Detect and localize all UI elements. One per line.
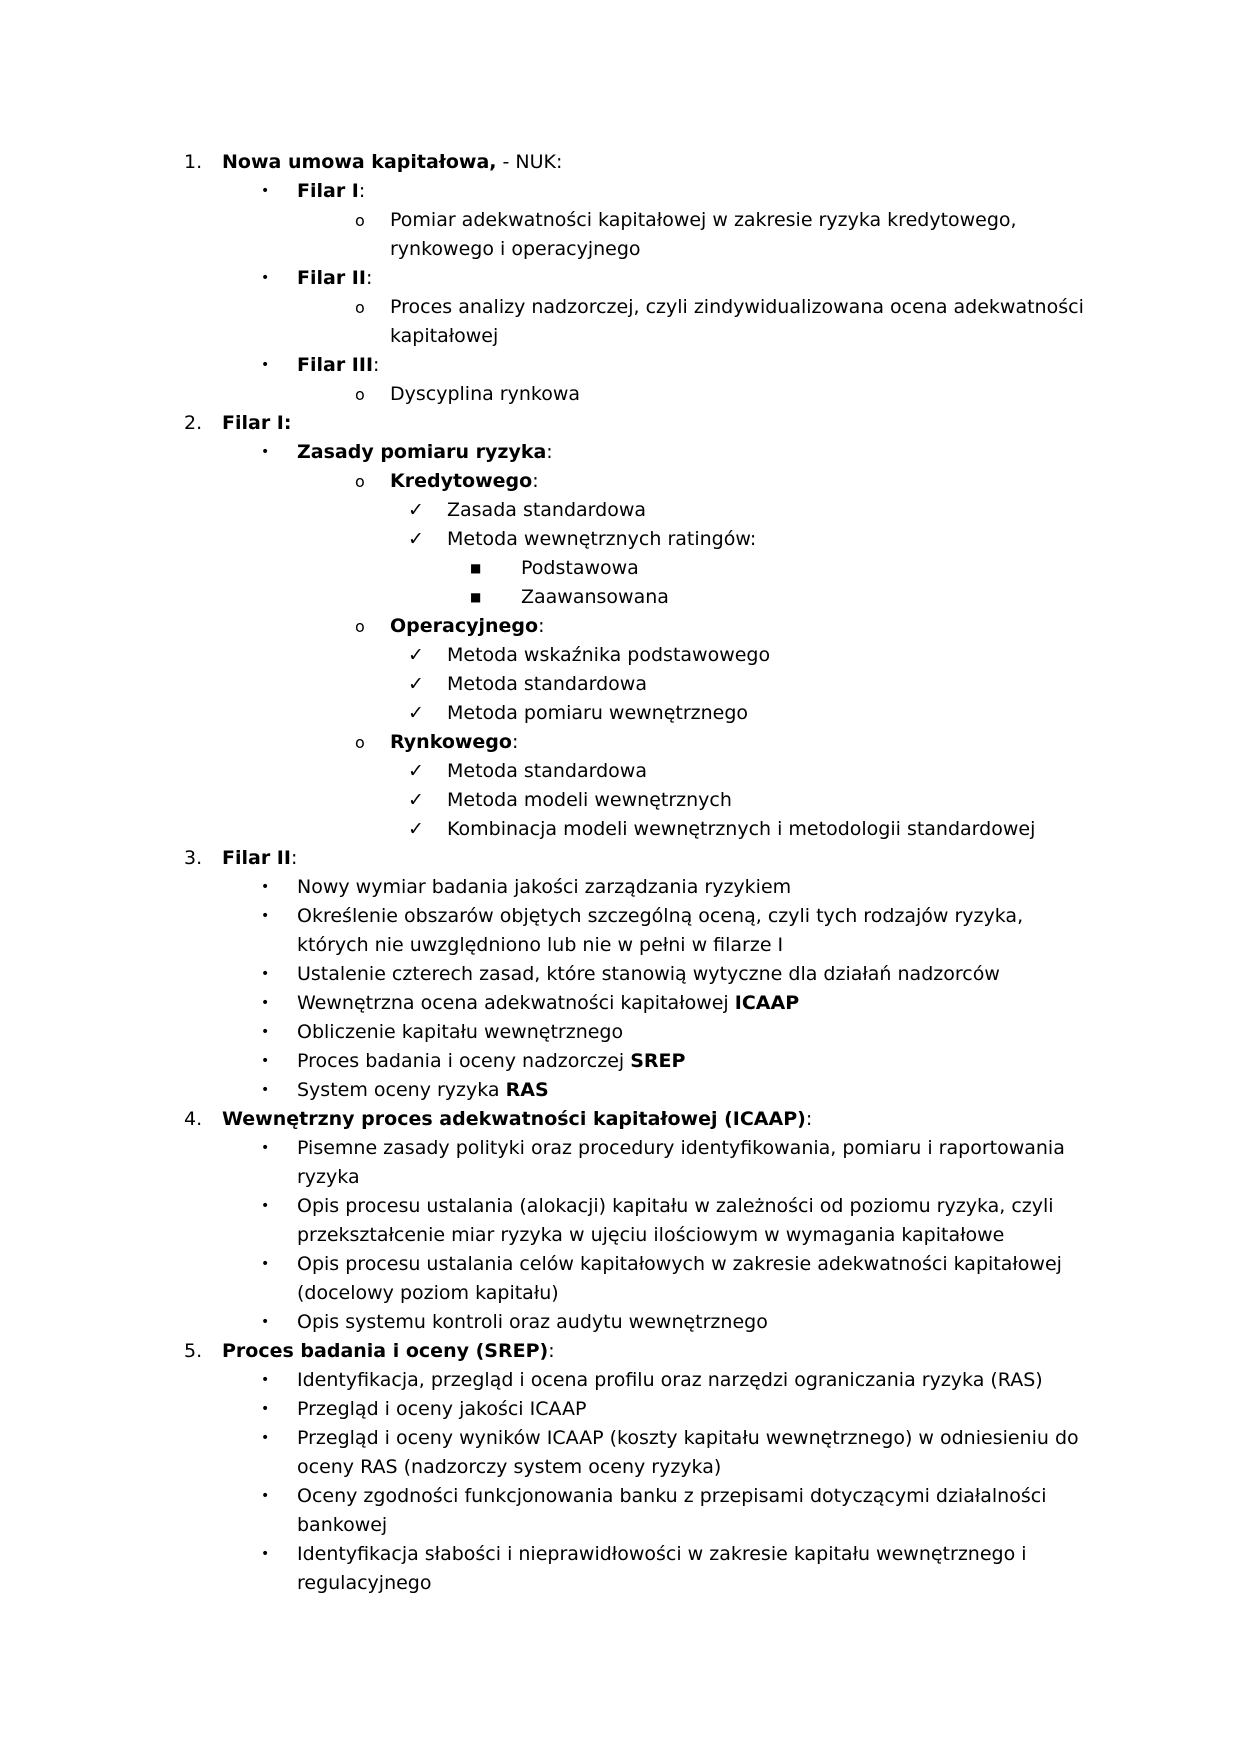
outline-line [0, 815, 1240, 844]
outline-line [0, 264, 1240, 293]
list-number: 5. [184, 1340, 203, 1362]
bold-run: Proces badania i oceny (SREP) [222, 1340, 549, 1362]
circle-bullet-icon: o [355, 472, 365, 491]
outline-line [0, 554, 1240, 583]
disc-bullet-icon: • [261, 1053, 270, 1069]
text-run: : [365, 267, 373, 289]
outline-line [0, 438, 1240, 467]
outline-line [0, 1221, 1240, 1250]
line-text [297, 989, 799, 1018]
text-run: - NUK: [496, 151, 563, 173]
text-run: : [290, 847, 298, 869]
text-run: Metoda standardowa [447, 760, 647, 782]
text-run: Zasada standardowa [447, 499, 647, 521]
outline-line [0, 1192, 1240, 1221]
text-run: przekształcenie miar ryzyka w ujęciu ilościowym w wymagania kapitałowe [297, 1224, 1005, 1246]
line-text [447, 757, 647, 786]
outline-line [0, 467, 1240, 496]
outline-line [0, 1569, 1240, 1598]
outline-line [0, 1453, 1240, 1482]
bold-run: ICAAP [734, 992, 800, 1014]
line-text [390, 293, 1084, 322]
outline-line [0, 1540, 1240, 1569]
line-text [222, 1337, 555, 1366]
line-text [297, 1482, 1046, 1511]
line-text [447, 815, 1035, 844]
outline-line [0, 293, 1240, 322]
outline-line [0, 1018, 1240, 1047]
text-run: Nowy wymiar badania jakości zarządzania ryzykiem [297, 876, 792, 898]
bold-run: SREP [630, 1050, 686, 1072]
line-text [297, 1047, 685, 1076]
text-run: : [805, 1108, 813, 1130]
circle-bullet-icon: o [355, 211, 365, 230]
line-text [297, 960, 1000, 989]
line-text [297, 351, 379, 380]
circle-bullet-icon: o [355, 617, 365, 636]
outline-line [0, 786, 1240, 815]
disc-bullet-icon: • [261, 1024, 270, 1040]
circle-bullet-icon: o [355, 298, 365, 317]
line-text [297, 1192, 1054, 1221]
outline-line [0, 612, 1240, 641]
outline-line [0, 1134, 1240, 1163]
line-text [390, 206, 1017, 235]
outline-line [0, 1279, 1240, 1308]
text-run: Opis procesu ustalania celów kapitałowych w zakresie adekwatności kapitałowej [297, 1253, 1062, 1275]
disc-bullet-icon: • [261, 1430, 270, 1446]
line-text [297, 1308, 768, 1337]
outline-line [0, 1105, 1240, 1134]
disc-bullet-icon: • [261, 1256, 270, 1272]
bold-run: Kredytowego [390, 470, 533, 492]
text-run: oceny RAS (nadzorczy system oceny ryzyka) [297, 1456, 722, 1478]
disc-bullet-icon: • [261, 1401, 270, 1417]
line-text [297, 1453, 721, 1482]
text-run: Określenie obszarów objętych szczególną oceną, czyli tych rodzajów ryzyka, [297, 905, 1024, 927]
bold-run: RAS [505, 1079, 549, 1101]
bold-run: Zasady pomiaru ryzyka [297, 441, 547, 463]
disc-bullet-icon: • [261, 1198, 270, 1214]
line-text [521, 554, 639, 583]
bold-run: Nowa umowa kapitałowa, [222, 151, 497, 173]
line-text [222, 148, 562, 177]
circle-bullet-icon: o [355, 733, 365, 752]
list-number: 3. [184, 847, 203, 869]
text-run: Przegląd i oceny jakości ICAAP [297, 1398, 587, 1420]
list-number: 1. [184, 151, 203, 173]
outline-line [0, 148, 1240, 177]
check-mark-icon: ✓ [408, 673, 424, 695]
disc-bullet-icon: • [261, 357, 270, 373]
outline-line [0, 641, 1240, 670]
outline-line [0, 409, 1240, 438]
text-run: Zaawansowana [521, 586, 669, 608]
outline-line [0, 989, 1240, 1018]
outline-line [0, 931, 1240, 960]
bold-run: Operacyjnego [390, 615, 539, 637]
text-run: Dyscyplina rynkowa [390, 383, 581, 405]
square-bullet-icon: ■ [470, 561, 482, 575]
text-run: Metoda modeli wewnętrznych [447, 789, 732, 811]
list-number: 4. [184, 1108, 203, 1130]
line-text [390, 380, 580, 409]
line-text [447, 525, 756, 554]
line-text [297, 1250, 1062, 1279]
text-run: Obliczenie kapitału wewnętrznego [297, 1021, 624, 1043]
outline-line [0, 699, 1240, 728]
check-mark-icon: ✓ [408, 760, 424, 782]
outline-line [0, 757, 1240, 786]
check-mark-icon: ✓ [408, 702, 424, 724]
outline-line [0, 670, 1240, 699]
line-text [222, 844, 297, 873]
line-text [222, 1105, 812, 1134]
document-outline [0, 148, 1240, 1598]
outline-line [0, 1076, 1240, 1105]
outline-line [0, 1511, 1240, 1540]
bold-run: Wewnętrzny proces adekwatności kapitałowej (ICAAP) [222, 1108, 806, 1130]
outline-line [0, 525, 1240, 554]
line-text [447, 641, 770, 670]
text-run: Proces analizy nadzorczej, czyli zindywidualizowana ocena adekwatności [390, 296, 1084, 318]
bold-run: Filar II [297, 267, 366, 289]
outline-line [0, 844, 1240, 873]
line-text [447, 670, 647, 699]
disc-bullet-icon: • [261, 908, 270, 924]
text-run: (docelowy poziom kapitału) [297, 1282, 559, 1304]
line-text [297, 177, 365, 206]
outline-line [0, 1337, 1240, 1366]
line-text [390, 235, 641, 264]
outline-line [0, 1163, 1240, 1192]
text-run: Ustalenie czterech zasad, które stanowią wytyczne dla działań nadzorców [297, 963, 1000, 985]
square-bullet-icon: ■ [470, 590, 482, 604]
outline-line [0, 1250, 1240, 1279]
text-run: : [532, 470, 539, 492]
text-run: Przegląd i oceny wyników ICAAP (koszty kapitału wewnętrznego) w odniesieniu do [297, 1427, 1079, 1449]
text-run: których nie uwzględniono lub nie w pełni w filarze I [297, 934, 784, 956]
disc-bullet-icon: • [261, 1488, 270, 1504]
bold-run: Filar I [297, 180, 359, 202]
line-text [390, 467, 539, 496]
outline-line [0, 206, 1240, 235]
outline-line [0, 960, 1240, 989]
line-text [447, 786, 732, 815]
text-run: Metoda standardowa [447, 673, 647, 695]
line-text [297, 873, 791, 902]
outline-line [0, 322, 1240, 351]
disc-bullet-icon: • [261, 270, 270, 286]
check-mark-icon: ✓ [408, 528, 424, 550]
line-text [390, 322, 498, 351]
line-text [297, 1540, 1027, 1569]
text-run: ryzyka [297, 1166, 360, 1188]
check-mark-icon: ✓ [408, 789, 424, 811]
text-run: Proces badania i oceny nadzorczej [297, 1050, 631, 1072]
text-run: Kombinacja modeli wewnętrznych i metodologii standardowej [447, 818, 1036, 840]
line-text [297, 1366, 1043, 1395]
bold-run: Filar II [222, 847, 291, 869]
circle-bullet-icon: o [355, 385, 365, 404]
outline-line [0, 873, 1240, 902]
line-text [447, 699, 748, 728]
bold-run: Filar III [297, 354, 374, 376]
list-number: 2. [184, 412, 203, 434]
text-run: rynkowego i operacyjnego [390, 238, 641, 260]
outline-line [0, 1047, 1240, 1076]
line-text [521, 583, 669, 612]
text-run: Opis procesu ustalania (alokacji) kapitału w zależności od poziomu ryzyka, czyli [297, 1195, 1054, 1217]
line-text [297, 1163, 360, 1192]
text-run: System oceny ryzyka [297, 1079, 506, 1101]
disc-bullet-icon: • [261, 966, 270, 982]
text-run: Pisemne zasady polityki oraz procedury identyfikowania, pomiaru i raportowania [297, 1137, 1065, 1159]
outline-line [0, 1424, 1240, 1453]
disc-bullet-icon: • [261, 1140, 270, 1156]
line-text [297, 1279, 559, 1308]
disc-bullet-icon: • [261, 444, 270, 460]
bold-run: Rynkowego [390, 731, 512, 753]
check-mark-icon: ✓ [408, 644, 424, 666]
text-run: Identyfikacja, przegląd i ocena profilu oraz narzędzi ograniczania ryzyka (RAS) [297, 1369, 1043, 1391]
outline-line [0, 380, 1240, 409]
text-run: Wewnętrzna ocena adekwatności kapitałowej [297, 992, 735, 1014]
line-text [297, 438, 553, 467]
outline-line [0, 728, 1240, 757]
outline-line [0, 1482, 1240, 1511]
line-text [297, 264, 372, 293]
text-run: Metoda pomiaru wewnętrznego [447, 702, 749, 724]
outline-line [0, 235, 1240, 264]
check-mark-icon: ✓ [408, 818, 424, 840]
text-run: : [373, 354, 380, 376]
line-text [297, 1134, 1065, 1163]
text-run: : [538, 615, 545, 637]
disc-bullet-icon: • [261, 183, 270, 199]
line-text [222, 409, 291, 438]
outline-line [0, 1308, 1240, 1337]
line-text [390, 612, 544, 641]
disc-bullet-icon: • [261, 1372, 270, 1388]
text-run: kapitałowej [390, 325, 499, 347]
check-mark-icon: ✓ [408, 499, 424, 521]
disc-bullet-icon: • [261, 1082, 270, 1098]
outline-line [0, 1395, 1240, 1424]
outline-line [0, 496, 1240, 525]
outline-line [0, 351, 1240, 380]
text-run: Pomiar adekwatności kapitałowej w zakresie ryzyka kredytowego, [390, 209, 1017, 231]
text-run: Oceny zgodności funkcjonowania banku z przepisami dotyczącymi działalności [297, 1485, 1047, 1507]
line-text [297, 1221, 1004, 1250]
line-text [297, 1076, 549, 1105]
line-text [297, 902, 1023, 931]
line-text [297, 1395, 586, 1424]
line-text [297, 931, 783, 960]
text-run: Metoda wewnętrznych ratingów: [447, 528, 757, 550]
text-run: : [548, 1340, 555, 1362]
bold-run: Filar I: [222, 412, 292, 434]
outline-line [0, 583, 1240, 612]
disc-bullet-icon: • [261, 879, 270, 895]
text-run: regulacyjnego [297, 1572, 432, 1594]
text-run: Podstawowa [521, 557, 639, 579]
line-text [447, 496, 646, 525]
text-run: : [358, 180, 366, 202]
line-text [297, 1569, 432, 1598]
outline-line [0, 902, 1240, 931]
outline-line [0, 1366, 1240, 1395]
text-run: : [546, 441, 553, 463]
line-text [297, 1018, 623, 1047]
text-run: Opis systemu kontroli oraz audytu wewnętrznego [297, 1311, 768, 1333]
outline-line [0, 177, 1240, 206]
line-text [297, 1511, 387, 1540]
disc-bullet-icon: • [261, 995, 270, 1011]
disc-bullet-icon: • [261, 1314, 270, 1330]
disc-bullet-icon: • [261, 1546, 270, 1562]
text-run: bankowej [297, 1514, 388, 1536]
text-run: Metoda wskaźnika podstawowego [447, 644, 771, 666]
line-text [297, 1424, 1079, 1453]
text-run: : [511, 731, 519, 753]
line-text [390, 728, 518, 757]
text-run: Identyfikacja słabości i nieprawidłowości w zakresie kapitału wewnętrznego i [297, 1543, 1027, 1565]
